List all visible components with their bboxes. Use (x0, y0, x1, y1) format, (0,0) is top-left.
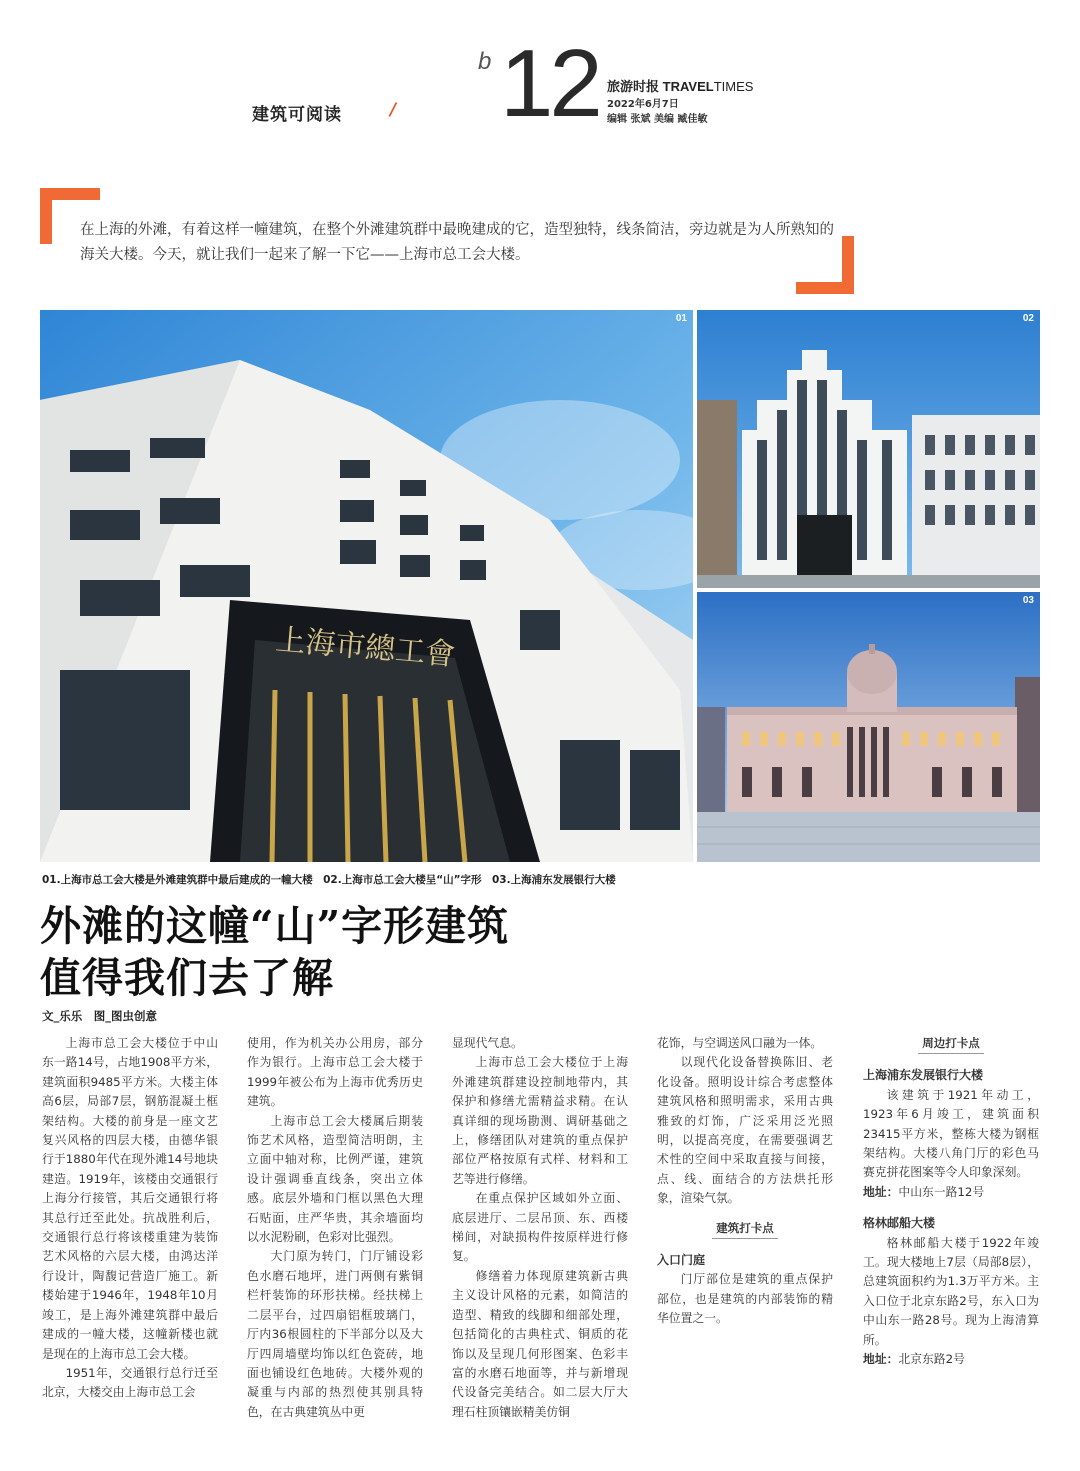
address-value: 北京东路2号 (898, 1352, 965, 1367)
paragraph: 1951年，交通银行总行迁至北京，大楼交由上海市总工会 (42, 1365, 218, 1400)
paragraph: 以现代化设备替换陈旧、老化设备。照明设计综合考虑整体建筑风格和照明需求，采用古典雅致的灯饰，广泛采用泛光照明，以提高亮度，在需要强调艺术性的空间中采取直接与间接，点、线、面结合的方法烘托形象，渲染气氛。 (657, 1055, 833, 1206)
subheading-entrance: 入口门庭 (657, 1253, 706, 1268)
paragraph: 花饰，与空调送风口融为一体。 (657, 1036, 823, 1050)
photo-3-illustration (697, 592, 1040, 862)
paragraph: 上海市总工会大楼属后期装饰艺术风格，造型简洁明朗，主立面中轴对称，比例严谨，建筑设计强调垂直线条，突出立体感。底层外墙和门框以黑色大理石贴面，庄严华贵，其余墙面均以水泥粉刷，色彩对比强烈。 (247, 1113, 423, 1245)
article-column-1 (42, 1034, 218, 1403)
page-number: 12 (500, 30, 599, 137)
paragraph: 显现代气息。 (452, 1036, 523, 1050)
checkin-box-title-text: 建筑打卡点 (712, 1219, 778, 1239)
paragraph: 大门原为转门，门厅铺设彩色水磨石地坪，进门两侧有紫铜栏杆装饰的环形扶梯。经扶梯上二层平台，过四扇铝框玻璃门，厅内36根圆柱的下半部分以及大厅四周墙壁均饰以红色瓷砖，地面也铺设红色地砖。大楼外观的凝重与内部的热烈使其别具特色，在古典建筑丛中更 (247, 1249, 423, 1419)
subheading-pudong-bank: 上海浦东发展银行大楼 (863, 1068, 984, 1083)
page-letter: b (478, 48, 492, 75)
masthead-en: TIMES (713, 79, 754, 94)
photo-1-sign-text: 上海市總工會 (274, 622, 457, 673)
address-label: 地址： (863, 1184, 899, 1199)
photo-caption: 01.上海市总工会大楼是外滩建筑群中最后建成的一幢大楼 02.上海市总工会大楼呈“山”字形 03.上海浦东发展银行大楼 (42, 874, 616, 886)
checkin-box-title (657, 1219, 833, 1239)
masthead-en-bold: TRAVEL (662, 79, 714, 94)
address-glen-line (863, 1350, 1039, 1369)
headline-line-2: 值得我们去了解 (40, 954, 334, 1002)
headline (40, 900, 509, 1004)
article-column-3 (452, 1034, 628, 1422)
photo-union-building-facade (697, 310, 1040, 588)
address-pudong-bank (863, 1183, 1039, 1202)
publication-date: 2022年6月7日 (607, 99, 679, 110)
address-label: 地址： (863, 1352, 899, 1367)
section-name: 建筑可阅读 (252, 105, 342, 125)
photo-union-building-entrance (40, 310, 693, 862)
section-slash: / (390, 100, 397, 120)
article-column-5 (863, 1034, 1039, 1370)
photo-2-number: 02 (1022, 313, 1034, 324)
paragraph: 该建筑于1921年动工，1923年6月竣工，建筑面积23415平方米，整栋大楼为钢框架结构。大楼八角门厅的彩色马赛克拼花图案等令人印象深刻。 (863, 1087, 1039, 1180)
photo-1-number: 01 (675, 313, 687, 324)
nearby-box-title-text: 周边打卡点 (918, 1034, 984, 1054)
photo-pudong-bank-building (697, 592, 1040, 862)
subheading-glen-line: 格林邮船大楼 (863, 1216, 936, 1231)
article-column-4 (657, 1034, 833, 1329)
masthead-cn: 旅游时报 (607, 79, 660, 94)
paragraph: 使用，作为机关办公用房，部分作为银行。上海市总工会大楼于1999年被公布为上海市优秀历史建筑。 (247, 1036, 423, 1109)
paragraph: 上海市总工会大楼位于上海外滩建筑群建设控制地带内，其保护和修缮尤需精益求精。在认真详细的现场勘测、调研基础之上，修缮团队对建筑的重点保护部位严格按原有式样、材料和工艺等进行修缮。 (452, 1055, 628, 1186)
nearby-box-title (863, 1034, 1039, 1054)
photo-1-illustration (40, 310, 693, 862)
address-value: 中山东一路12号 (898, 1184, 985, 1199)
paragraph: 在重点保护区域如外立面、底层进厅、二层吊顶、东、西楼梯间，对缺损构件按原样进行修复。 (452, 1191, 628, 1264)
paragraph: 格林邮船大楼于1922年竣工。现大楼地上7层（局部8层），总建筑面积约为1.3万平方米。主入口位于北京东路2号，东入口为中山东一路28号。现为上海清算所。 (863, 1235, 1039, 1347)
byline: 文_乐乐 图_图虫创意 (42, 1009, 157, 1023)
article-column-2 (247, 1034, 423, 1422)
paragraph: 上海市总工会大楼位于中山东一路14号，占地1908平方米，建筑面积9485平方米。大楼主体高6层，局部7层，钢筋混凝土框架结构。大楼的前身是一座文艺复兴风格的四层大楼，由德华银行于1880年代在现外滩14号地块建造。1919年，该楼由交通银行上海分行接管，其后交通银行将其总行迁至此处。抗战胜利后，交通银行总行将该楼重建为装饰艺术风格的六层大楼，由鸿达洋行设计，陶馥记营造厂施工。新楼始建于1946年，1948年10月竣工，是上海外滩建筑群中最后建成的一幢大楼，这幢新楼也就是现在的上海市总工会大楼。 (42, 1036, 218, 1361)
paragraph: 修缮着力体现原建筑新古典主义设计风格的元素，如简洁的造型、精致的线脚和细部处理，包括简化的古典柱式、铜质的花饰以及呈现几何形图案、色彩丰富的水磨石地面等，并与新增现代设备完美结合。如二层大厅大理石柱顶镶嵌精美仿铜 (452, 1268, 628, 1419)
paragraph: 门厅部位是建筑的重点保护部位，也是建筑的内部装饰的精华位置之一。 (657, 1272, 833, 1326)
masthead (607, 76, 753, 95)
intro-text: 在上海的外滩，有着这样一幢建筑，在整个外滩建筑群中最晚建成的它，造型独特，线条简洁，旁边就是为人所熟知的海关大楼。今天，就让我们一起来了解一下它——上海市总工会大楼。 (80, 222, 834, 263)
headline-line-1: 外滩的这幢“山”字形建筑 (40, 902, 510, 950)
photo-2-illustration (697, 310, 1040, 588)
editors-credit: 编辑 张斌 美编 臧佳敏 (607, 114, 708, 125)
photo-3-number: 03 (1022, 595, 1034, 606)
